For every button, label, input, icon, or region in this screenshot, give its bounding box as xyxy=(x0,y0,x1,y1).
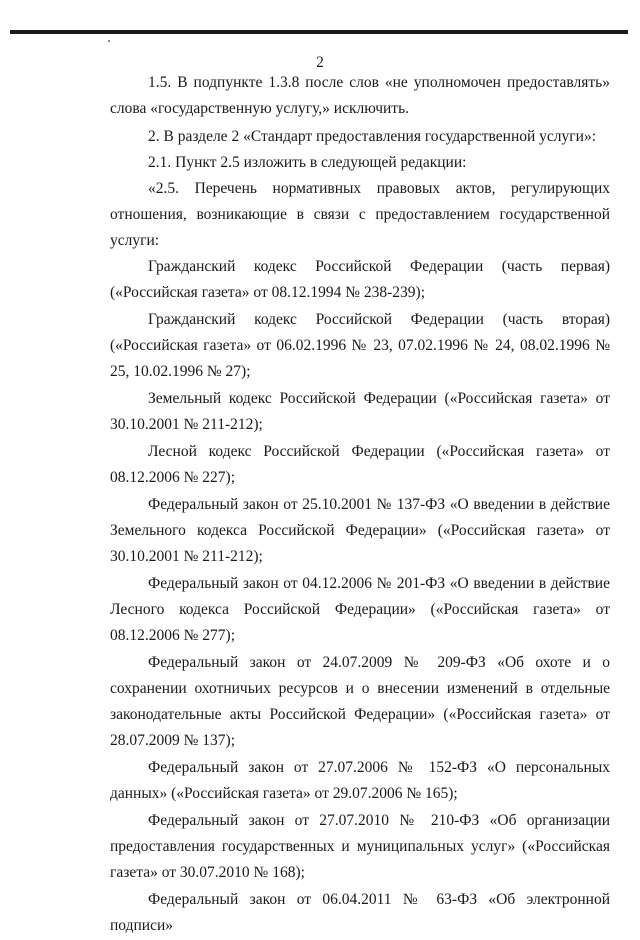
law-63-fz: Федеральный закон от 06.04.2011 № 63-ФЗ «Об электронной подписи» xyxy=(110,891,610,934)
law-209-fz: Федеральный закон от 24.07.2009 № 209-ФЗ «Об охоте и о сохранении охотничьих ресурсов и о внесении изменений в отдельные законодательные акты Российской Федерации» («Российская газета» от 28.07.2009 № 137); xyxy=(110,654,610,749)
paragraph-2: 2. В разделе 2 «Стандарт предоставления государственной услуги»: xyxy=(148,128,597,145)
law-civil-code-part-1: Гражданский кодекс Российской Федерации (часть первая) («Российская газета» от 08.12.1994 № 238-239); xyxy=(110,258,610,301)
top-rule xyxy=(10,30,628,34)
page-number: 2 xyxy=(316,54,324,71)
law-152-fz: Федеральный закон от 27.07.2006 № 152-ФЗ «О персональных данных» («Российская газета» от 29.07.2006 № 165); xyxy=(110,759,610,802)
paragraph-2-1: 2.1. Пункт 2.5 изложить в следующей редакции: xyxy=(148,154,467,171)
paragraph-2-5: «2.5. Перечень нормативных правовых актов, регулирующих отношения, возникающие в связи с предоставлением государственной услуги: xyxy=(110,180,610,249)
law-land-code: Земельный кодекс Российской Федерации («Российская газета» от 30.10.2001 № 211-212); xyxy=(110,390,610,433)
law-210-fz: Федеральный закон от 27.07.2010 № 210-ФЗ «Об организации предоставления государственных и муниципальных услуг» («Российская газета» от 30.07.2010 № 168); xyxy=(110,812,610,881)
document-body xyxy=(110,70,610,940)
law-civil-code-part-2: Гражданский кодекс Российской Федерации (часть вторая) («Российская газета» от 06.02.1996 № 23, 07.02.1996 № 24, 08.02.1996 № 25, 10.02.1996 № 27); xyxy=(110,311,610,380)
scan-speck xyxy=(108,40,110,42)
law-137-fz: Федеральный закон от 25.10.2001 № 137-ФЗ «О введении в действие Земельного кодекса Российской Федерации» («Российская газета» от 30.10.2001 № 211-212); xyxy=(110,496,610,565)
law-201-fz: Федеральный закон от 04.12.2006 № 201-ФЗ «О введении в действие Лесного кодекса Российской Федерации» («Российская газета» от 08.12.2006 № 277); xyxy=(110,575,610,644)
paragraph-1-5: 1.5. В подпункте 1.3.8 после слов «не уполномочен предоставлять» слова «государственную услугу,» исключить. xyxy=(110,74,610,117)
law-forest-code: Лесной кодекс Российской Федерации («Российская газета» от 08.12.2006 № 227); xyxy=(110,443,610,486)
